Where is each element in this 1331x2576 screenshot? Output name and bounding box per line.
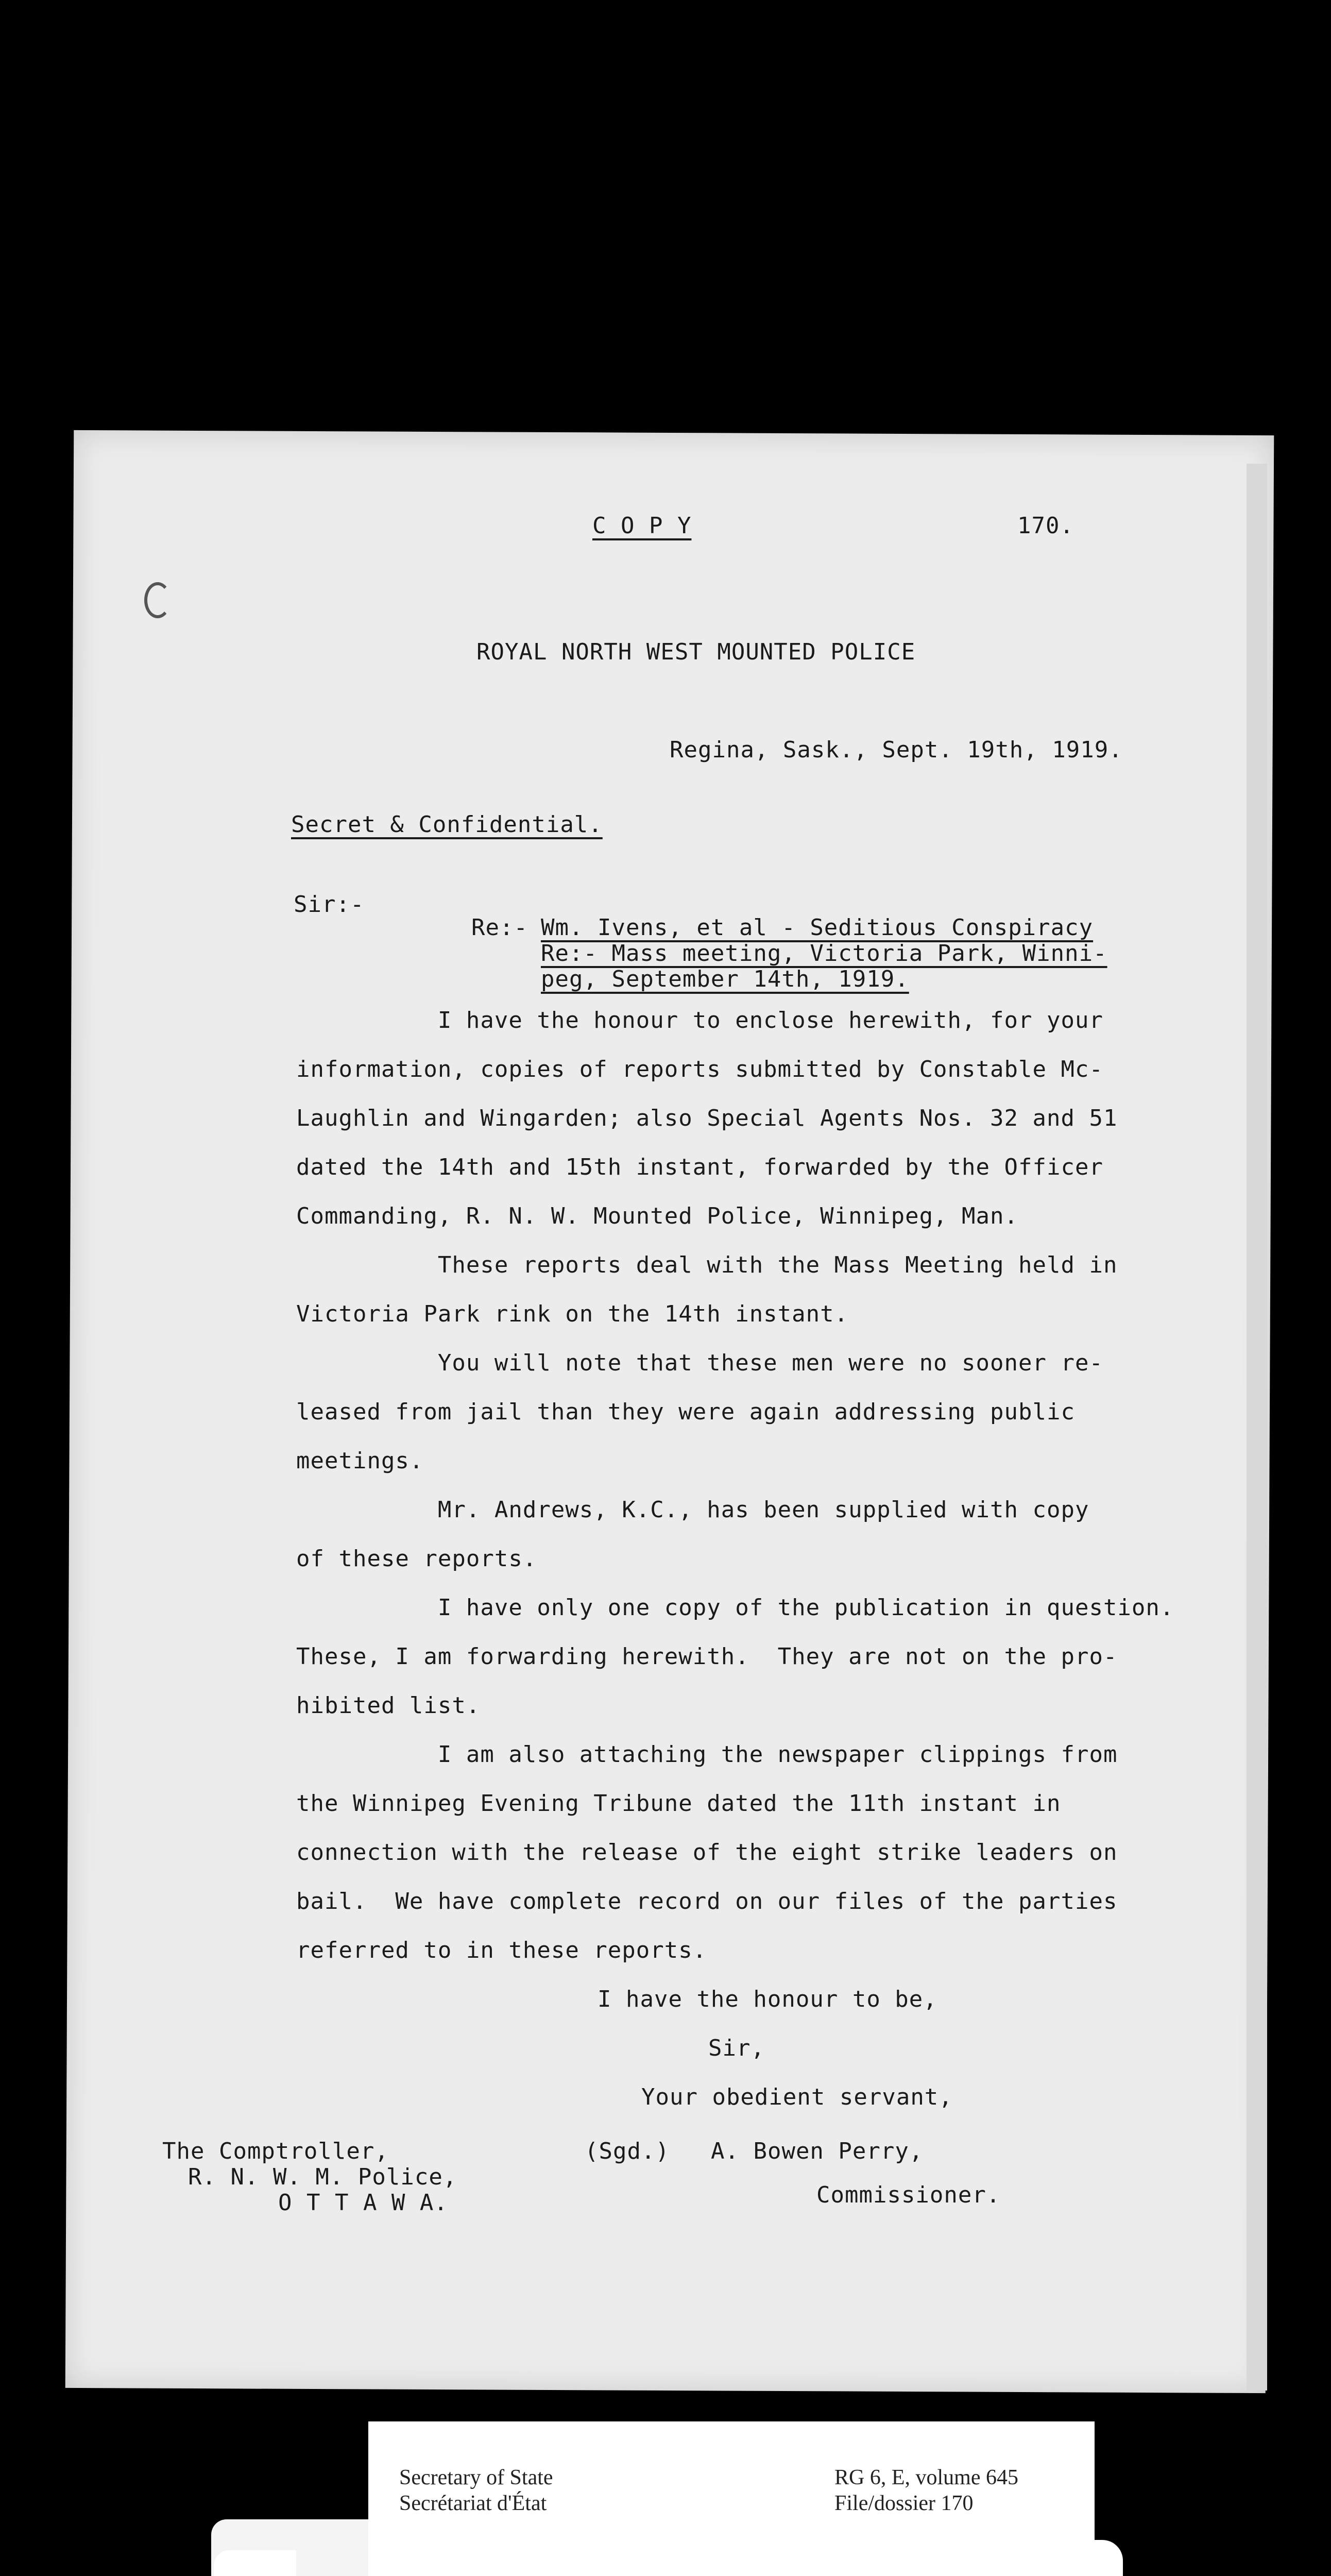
organization-heading: ROYAL NORTH WEST MOUNTED POLICE [476,639,916,665]
body-line: the Winnipeg Evening Tribune dated the 11th instant in [296,1790,1061,1817]
body-line: hibited list. [296,1692,481,1719]
closing-line-2: Sir, [708,2035,765,2061]
body-line: information, copies of reports submitted by Constable Mc- [296,1056,1103,1082]
body-line: These, I am forwarding herewith. They are not on the pro- [296,1643,1118,1670]
body-line: bail. We have complete record on our files of the parties [296,1888,1118,1914]
closing-line-3: Your obedient servant, [641,2084,953,2110]
archive-stamp-left [214,2550,296,2576]
signed-mark: (Sgd.) [585,2138,670,2164]
body-line: I am also attaching the newspaper clippings from [296,1741,1118,1768]
archive-file: File/dossier 170 [834,2492,974,2515]
body-line: Victoria Park rink on the 14th instant. [296,1301,849,1327]
body-line: I have the honour to enclose herewith, for your [296,1007,1103,1033]
body-line: leased from jail than they were again addressing public [296,1399,1075,1425]
re-line-3: peg, September 14th, 1919. [541,966,909,992]
body-line: referred to in these reports. [296,1937,707,1963]
addressee-line-3: O T T A W A. [278,2190,448,2216]
page-edge [1247,464,1267,2391]
body-line: I have only one copy of the publication in question. [296,1595,1174,1621]
dept-en: Secretary of State [399,2466,553,2489]
closing-line-1: I have the honour to be, [598,1986,937,2012]
re-line-2: Re:- Mass meeting, Victoria Park, Winni- [541,940,1107,967]
body-line: You will note that these men were no sooner re- [296,1350,1103,1376]
re-line-1: Wm. Ivens, et al - Seditious Conspiracy [541,914,1094,941]
signer-name: A. Bowen Perry, [711,2138,924,2164]
signer-title: Commissioner. [816,2182,1001,2208]
addressee-line-2: R. N. W. M. Police, [188,2164,457,2190]
place-date: Regina, Sask., Sept. 19th, 1919. [670,737,1123,763]
body-line: of these reports. [296,1546,537,1572]
body-line: These reports deal with the Mass Meeting held in [296,1252,1118,1278]
copy-label: C O P Y [592,513,692,539]
body-line: Mr. Andrews, K.C., has been supplied with copy [296,1497,1089,1523]
classification: Secret & Confidential. [291,811,603,838]
punch-hole-mark [144,582,171,618]
addressee-line-1: The Comptroller, [162,2138,389,2164]
body-line: dated the 14th and 15th instant, forwarded by the Officer [296,1154,1103,1180]
re-label: Re:- [471,914,528,941]
archive-reference: RG 6, E, volume 645 [834,2466,1018,2489]
body-line: Laughlin and Wingarden; also Special Agents Nos. 32 and 51 [296,1105,1118,1131]
dept-fr: Secrétariat d'État [399,2492,547,2515]
page-number: 170. [1017,513,1074,539]
body-line: connection with the release of the eight strike leaders on [296,1839,1118,1866]
salutation: Sir:- [294,891,365,918]
body-line: meetings. [296,1448,424,1474]
body-line: Commanding, R. N. W. Mounted Police, Winnipeg, Man. [296,1203,1019,1229]
archive-label [368,2421,1095,2576]
